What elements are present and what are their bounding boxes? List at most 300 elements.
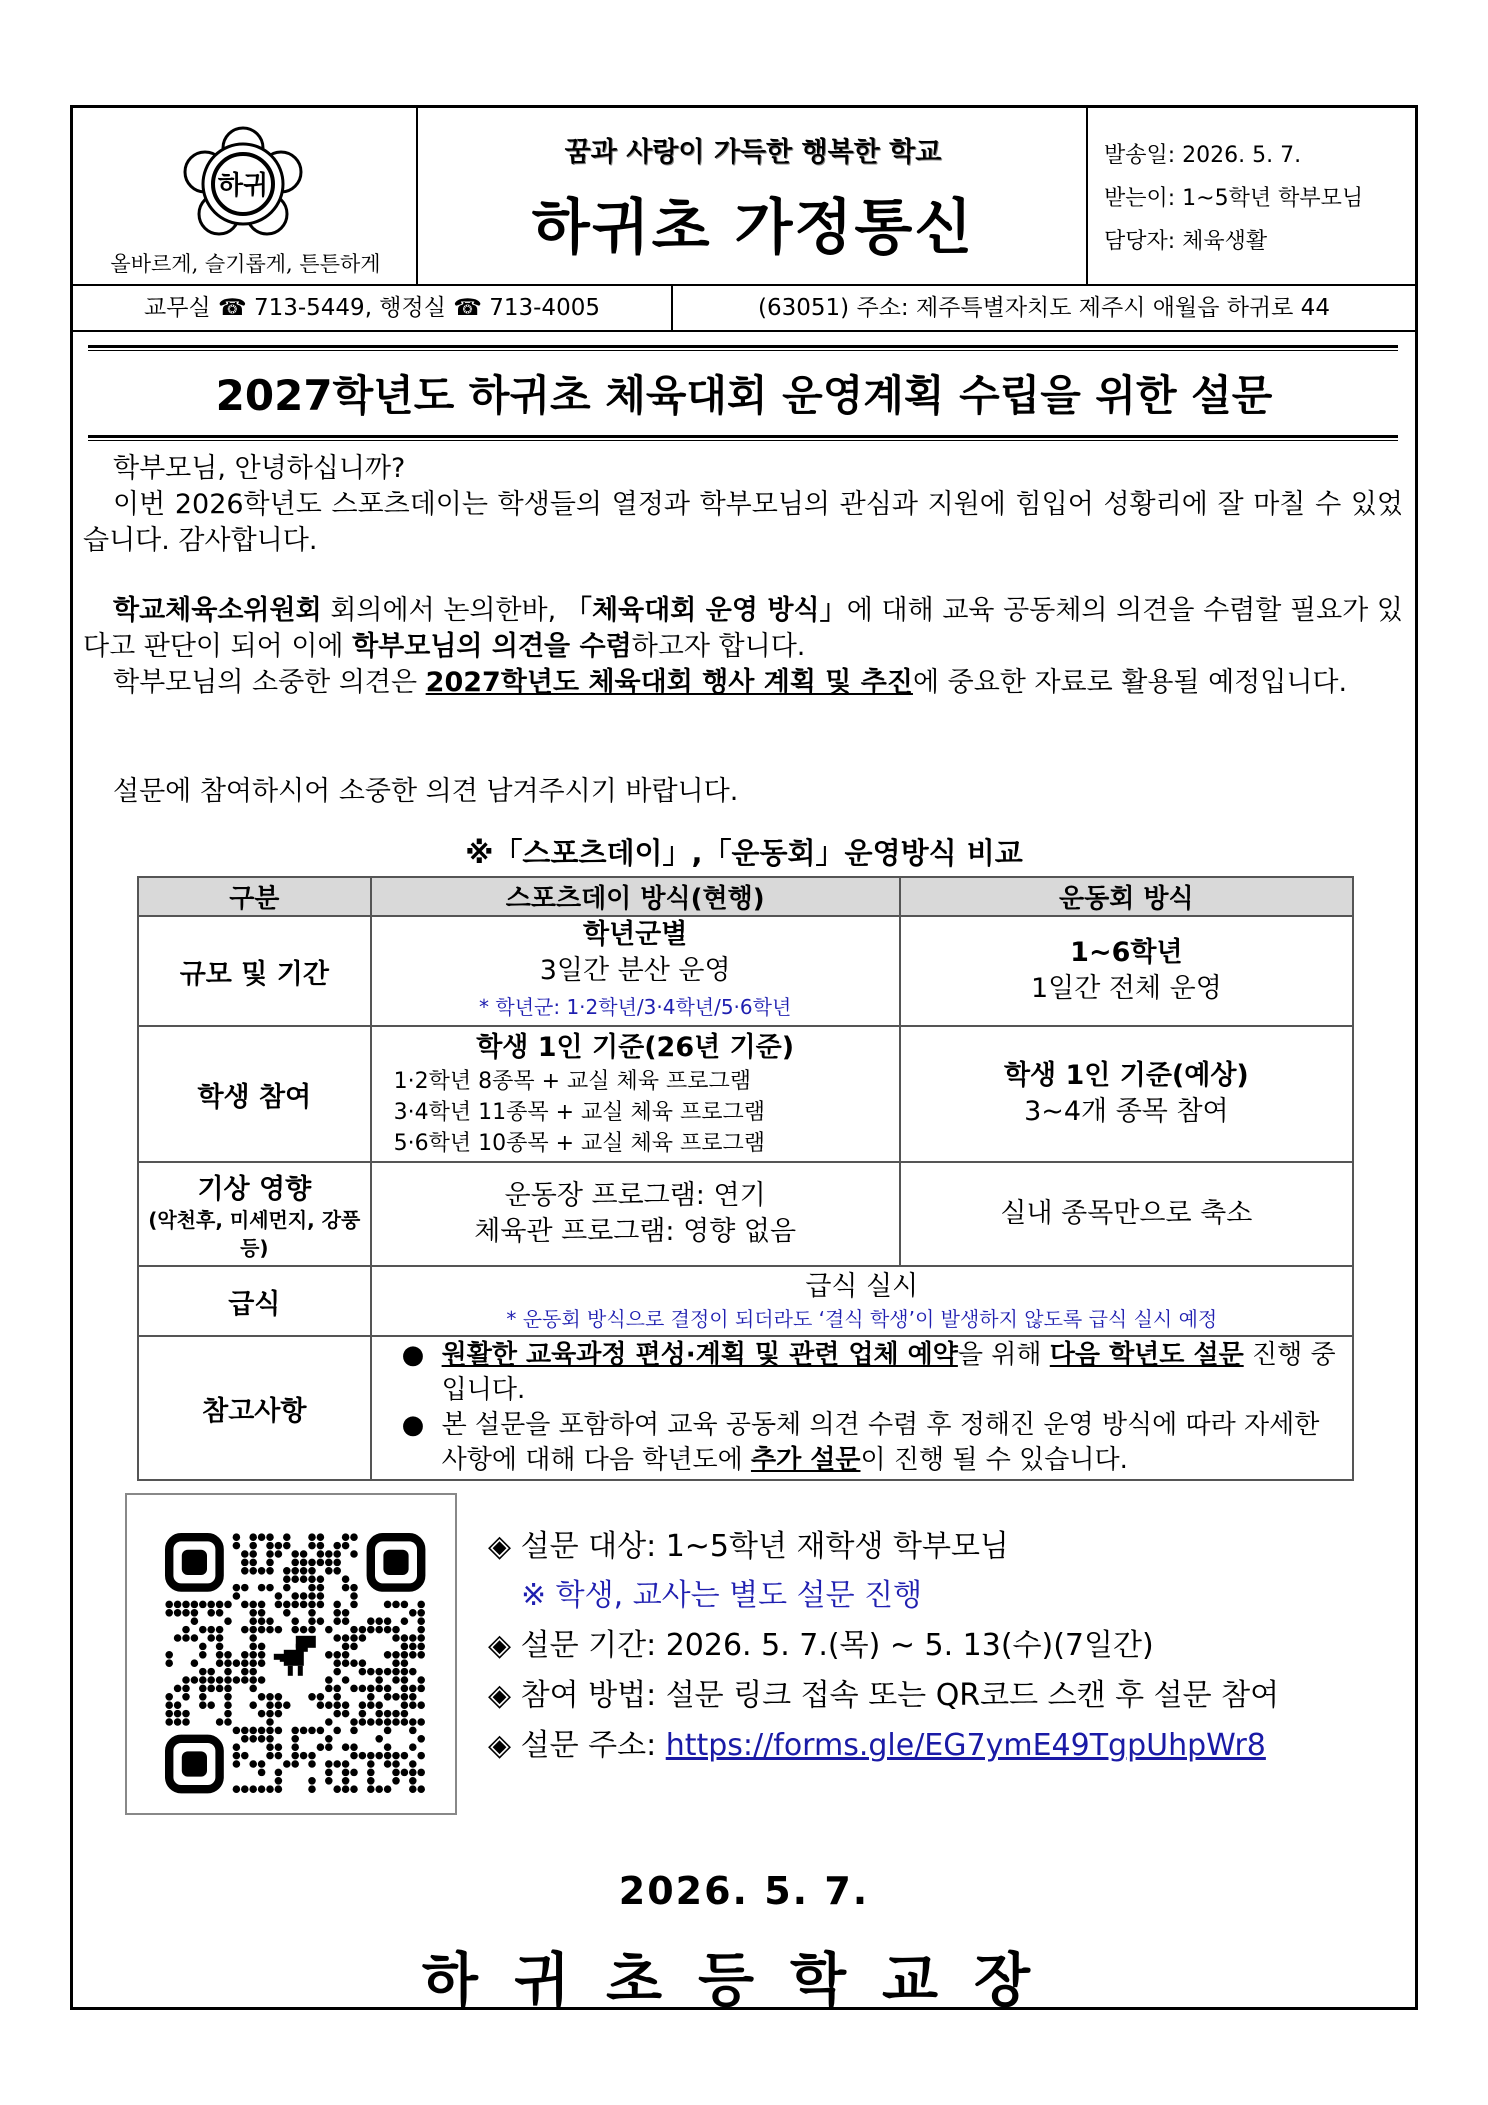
qr-module — [350, 1659, 358, 1667]
qr-module — [224, 1710, 232, 1718]
qr-module — [409, 1609, 417, 1617]
cell-text: 3일간 분산 운영 — [539, 955, 731, 986]
qr-module — [266, 1718, 274, 1726]
qr-module — [266, 1626, 274, 1634]
column-header: 운동회 방식 — [900, 877, 1353, 916]
qr-module — [384, 1626, 392, 1634]
qr-module — [342, 1769, 350, 1777]
qr-module — [224, 1668, 232, 1676]
principal-signature: 하귀초등학교장 — [421, 1946, 1067, 2014]
qr-module — [249, 1626, 257, 1634]
qr-module — [417, 1785, 425, 1793]
qr-module — [308, 1542, 316, 1550]
qr-module — [317, 1727, 325, 1735]
qr-module — [350, 1550, 358, 1558]
qr-module — [333, 1701, 341, 1709]
qr-module — [291, 1575, 299, 1583]
qr-module — [392, 1777, 400, 1785]
qr-module — [392, 1710, 400, 1718]
sportsday-cell — [371, 916, 900, 1026]
qr-module — [401, 1693, 409, 1701]
qr-module — [308, 1584, 316, 1592]
qr-module — [266, 1567, 274, 1575]
qr-module — [350, 1743, 358, 1751]
qr-module — [392, 1760, 400, 1768]
qr-module — [375, 1617, 383, 1625]
intro-text: 이번 2026학년도 스포츠데이는 학생들의 열정과 학부모님의 관심과 지원에 힘입어 성황리에 잘 마칠 수 있었습니다. 감사합니다. — [83, 489, 1403, 556]
qr-module — [342, 1609, 350, 1617]
qr-module — [325, 1626, 333, 1634]
qr-module — [191, 1601, 199, 1609]
qr-module — [350, 1601, 358, 1609]
qr-module — [165, 1693, 173, 1701]
text-fragment: 추가 설문 — [750, 1445, 861, 1475]
table-row — [138, 1336, 1353, 1480]
qr-module — [342, 1651, 350, 1659]
qr-module — [308, 1777, 316, 1785]
qr-module — [342, 1575, 350, 1583]
qr-module — [392, 1752, 400, 1760]
qr-module — [417, 1701, 425, 1709]
school-motto: 올바르게, 슬기롭게, 튼튼하게 — [110, 252, 381, 276]
qr-module — [333, 1559, 341, 1567]
qr-module — [182, 1676, 190, 1684]
qr-module — [300, 1727, 308, 1735]
qr-module — [266, 1617, 274, 1625]
qr-module — [283, 1760, 291, 1768]
qr-module — [409, 1643, 417, 1651]
qr-module — [266, 1743, 274, 1751]
qr-module — [401, 1634, 409, 1642]
qr-module — [199, 1685, 207, 1693]
qr-module — [275, 1769, 283, 1777]
qr-module — [300, 1601, 308, 1609]
qr-module — [241, 1559, 249, 1567]
qr-module — [325, 1559, 333, 1567]
qr-module — [367, 1701, 375, 1709]
qr-module — [182, 1710, 190, 1718]
qr-module — [384, 1651, 392, 1659]
qr-module — [233, 1659, 241, 1667]
qr-module — [216, 1676, 224, 1684]
cell-title: 학생 1인 기준(26년 기준) — [476, 1031, 795, 1063]
qr-module — [417, 1634, 425, 1642]
qr-module — [216, 1718, 224, 1726]
qr-module — [249, 1634, 257, 1642]
qr-module — [283, 1609, 291, 1617]
table-row — [138, 916, 1353, 1026]
qr-module — [233, 1584, 241, 1592]
row-label: 참고사항 — [138, 1336, 371, 1480]
qr-module — [392, 1668, 400, 1676]
qr-module — [342, 1760, 350, 1768]
qr-module — [367, 1668, 375, 1676]
qr-module — [375, 1735, 383, 1743]
qr-module — [199, 1701, 207, 1709]
qr-module — [308, 1785, 316, 1793]
dinosaur-part — [298, 1666, 303, 1676]
qr-module — [401, 1710, 409, 1718]
qr-module — [224, 1651, 232, 1659]
qr-module — [249, 1533, 257, 1541]
qr-module — [249, 1785, 257, 1793]
qr-code-icon[interactable] — [127, 1495, 455, 1813]
qr-module — [258, 1659, 266, 1667]
qr-module — [216, 1601, 224, 1609]
qr-module — [233, 1592, 241, 1600]
school-emblem-icon — [181, 126, 305, 236]
qr-module — [207, 1685, 215, 1693]
qr-module — [266, 1693, 274, 1701]
qr-module — [367, 1777, 375, 1785]
qr-module — [233, 1752, 241, 1760]
qr-module — [300, 1592, 308, 1600]
qr-module — [333, 1785, 341, 1793]
qr-module — [258, 1727, 266, 1735]
qr-module — [409, 1668, 417, 1676]
qr-module — [300, 1575, 308, 1583]
qr-module — [308, 1559, 316, 1567]
qr-module — [283, 1701, 291, 1709]
qr-module — [308, 1533, 316, 1541]
qr-module — [384, 1752, 392, 1760]
qr-module — [417, 1676, 425, 1684]
qr-module — [258, 1710, 266, 1718]
qr-module — [249, 1676, 257, 1684]
qr-module — [409, 1760, 417, 1768]
qr-module — [216, 1634, 224, 1642]
qr-module — [317, 1584, 325, 1592]
qr-module — [342, 1743, 350, 1751]
table-row — [138, 1266, 1353, 1336]
qr-module — [174, 1609, 182, 1617]
qr-module — [258, 1693, 266, 1701]
field-day-cell — [900, 1026, 1353, 1162]
qr-module — [174, 1701, 182, 1709]
qr-module — [359, 1718, 367, 1726]
qr-module — [275, 1701, 283, 1709]
qr-module — [258, 1617, 266, 1625]
operation-method: 「체육대회 운영 방식」 — [564, 595, 847, 626]
qr-module — [409, 1634, 417, 1642]
cell-line: 1·2학년 8종목 + 교실 체육 프로그램 — [393, 1068, 752, 1094]
qr-module — [275, 1785, 283, 1793]
qr-module — [359, 1685, 367, 1693]
qr-module — [401, 1643, 409, 1651]
qr-module — [233, 1785, 241, 1793]
qr-module — [350, 1769, 358, 1777]
qr-module — [275, 1777, 283, 1785]
qr-module — [216, 1609, 224, 1617]
qr-module — [325, 1760, 333, 1768]
qr-module — [342, 1533, 350, 1541]
sportsday-cell — [371, 1026, 900, 1162]
row-label — [138, 1162, 371, 1266]
cell-text: 3~4개 종목 참여 — [1024, 1096, 1229, 1127]
qr-module — [333, 1710, 341, 1718]
qr-module — [359, 1668, 367, 1676]
dinosaur-part — [288, 1666, 293, 1676]
qr-module — [233, 1743, 241, 1751]
document-frame — [70, 105, 1418, 2014]
qr-module — [199, 1626, 207, 1634]
qr-module — [174, 1685, 182, 1693]
qr-module — [350, 1727, 358, 1735]
text-fragment: 학부모님의 소중한 의견은 — [113, 667, 426, 698]
qr-module — [350, 1626, 358, 1634]
qr-module — [333, 1567, 341, 1575]
qr-module — [258, 1626, 266, 1634]
qr-module — [392, 1718, 400, 1726]
qr-module — [417, 1609, 425, 1617]
qr-module — [291, 1559, 299, 1567]
field-day-cell: 실내 종목만으로 축소 — [900, 1162, 1353, 1266]
qr-module — [165, 1609, 173, 1617]
qr-module — [224, 1718, 232, 1726]
qr-module — [367, 1685, 375, 1693]
qr-module — [249, 1760, 257, 1768]
qr-module — [367, 1769, 375, 1777]
qr-module — [191, 1609, 199, 1617]
qr-module — [417, 1651, 425, 1659]
qr-module — [350, 1752, 358, 1760]
qr-module — [258, 1567, 266, 1575]
qr-module — [199, 1651, 207, 1659]
qr-module — [401, 1601, 409, 1609]
qr-module — [325, 1676, 333, 1684]
qr-module — [317, 1542, 325, 1550]
manager: 담당자: 체육생활 — [1104, 229, 1268, 254]
qr-module — [333, 1727, 341, 1735]
qr-module — [241, 1659, 249, 1667]
qr-module — [199, 1668, 207, 1676]
qr-module — [283, 1542, 291, 1550]
qr-module — [317, 1592, 325, 1600]
qr-module — [182, 1718, 190, 1726]
qr-module — [165, 1651, 173, 1659]
column-header: 구분 — [138, 877, 371, 916]
qr-module — [392, 1769, 400, 1777]
qr-module — [249, 1727, 257, 1735]
qr-module — [409, 1651, 417, 1659]
text-fragment: 에 중요한 자료로 활용될 예정입니다. — [912, 667, 1348, 698]
dinosaur-part — [284, 1650, 304, 1666]
qr-module — [207, 1609, 215, 1617]
qr-module — [165, 1710, 173, 1718]
logo-cell — [73, 108, 418, 284]
qr-module — [317, 1601, 325, 1609]
document-title: 2027학년도 하귀초 체육대회 운영계획 수립을 위한 설문 — [215, 371, 1273, 420]
qr-module — [401, 1752, 409, 1760]
qr-module — [350, 1785, 358, 1793]
qr-module — [258, 1769, 266, 1777]
qr-module — [207, 1626, 215, 1634]
qr-module — [359, 1752, 367, 1760]
qr-module — [291, 1617, 299, 1625]
qr-module — [182, 1626, 190, 1634]
qr-module — [266, 1533, 274, 1541]
sportsday-cell — [371, 1162, 900, 1266]
qr-module — [401, 1617, 409, 1625]
qr-module — [258, 1584, 266, 1592]
text-fragment: 하고자 합니다. — [631, 631, 806, 662]
qr-module — [325, 1777, 333, 1785]
qr-module — [325, 1718, 333, 1726]
qr-module — [182, 1601, 190, 1609]
qr-module — [207, 1701, 215, 1709]
qr-module — [174, 1710, 182, 1718]
qr-module — [291, 1550, 299, 1558]
qr-module — [392, 1601, 400, 1609]
cell-title: 학년군별 — [583, 919, 688, 950]
qr-module — [342, 1584, 350, 1592]
table-header-row — [138, 877, 1353, 916]
qr-module — [325, 1567, 333, 1575]
qr-module — [275, 1693, 283, 1701]
qr-module — [233, 1676, 241, 1684]
qr-module — [249, 1685, 257, 1693]
newsletter-title: 하귀초 가정통신 — [531, 193, 975, 263]
qr-module — [409, 1693, 417, 1701]
qr-module — [216, 1626, 224, 1634]
qr-module — [258, 1533, 266, 1541]
qr-module — [342, 1710, 350, 1718]
cell-title: 학생 1인 기준(예상) — [1003, 1060, 1249, 1091]
qr-module — [241, 1676, 249, 1684]
qr-module — [308, 1592, 316, 1600]
qr-module — [249, 1601, 257, 1609]
qr-module — [308, 1609, 316, 1617]
qr-module — [409, 1701, 417, 1709]
qr-module — [409, 1769, 417, 1777]
qr-module — [401, 1651, 409, 1659]
intro-paragraph — [83, 451, 1403, 559]
qr-module — [266, 1559, 274, 1567]
qr-module — [333, 1659, 341, 1667]
qr-module — [216, 1651, 224, 1659]
qr-module — [191, 1676, 199, 1684]
title-rule-top — [88, 345, 1398, 351]
qr-module — [283, 1567, 291, 1575]
qr-module — [409, 1727, 417, 1735]
qr-module — [350, 1584, 358, 1592]
qr-module — [300, 1567, 308, 1575]
qr-module — [249, 1609, 257, 1617]
qr-module — [224, 1676, 232, 1684]
svg-text:하귀: 하귀 — [217, 171, 269, 201]
qr-code-box[interactable] — [125, 1493, 457, 1815]
qr-module — [384, 1693, 392, 1701]
text-fragment: 이 진행 될 수 있습니다. — [860, 1445, 1128, 1475]
survey-method: ◈ 참여 방법: 설문 링크 접속 또는 QR코드 스캔 후 설문 참여 — [488, 1678, 1280, 1713]
comparison-title: ※「스포츠데이」,「운동회」운영방식 비교 — [465, 836, 1023, 870]
qr-module — [342, 1634, 350, 1642]
qr-module — [333, 1542, 341, 1550]
qr-module — [275, 1752, 283, 1760]
qr-module — [291, 1727, 299, 1735]
qr-module — [375, 1752, 383, 1760]
qr-module — [291, 1567, 299, 1575]
qr-module — [375, 1718, 383, 1726]
qr-module — [325, 1685, 333, 1693]
dinosaur-part — [280, 1656, 286, 1662]
survey-link[interactable]: https://forms.gle/EG7ymE49TgpUhpWr8 — [665, 1728, 1266, 1763]
qr-module — [308, 1727, 316, 1735]
qr-finder-center — [182, 1550, 207, 1575]
qr-module — [291, 1743, 299, 1751]
qr-module — [258, 1601, 266, 1609]
qr-module — [182, 1634, 190, 1642]
qr-module — [249, 1701, 257, 1709]
qr-module — [233, 1542, 241, 1550]
qr-module — [233, 1727, 241, 1735]
qr-module — [342, 1777, 350, 1785]
qr-module — [401, 1685, 409, 1693]
qr-module — [308, 1617, 316, 1625]
survey-address — [488, 1720, 1266, 1764]
qr-module — [392, 1634, 400, 1642]
qr-module — [392, 1676, 400, 1684]
text-fragment: 에 대해 교육 공동체의 의견을 수렴할 필요가 있다고 판단이 되어 이에 — [83, 595, 1403, 662]
qr-module — [375, 1676, 383, 1684]
qr-module — [417, 1769, 425, 1777]
qr-module — [266, 1735, 274, 1743]
qr-module — [342, 1659, 350, 1667]
request-text: 설문에 참여하시어 소중한 의견 남겨주시기 바랍니다. — [113, 776, 739, 807]
qr-module — [350, 1718, 358, 1726]
qr-module — [249, 1735, 257, 1743]
qr-module — [359, 1701, 367, 1709]
cell-text: 운동장 프로그램: 연기 — [504, 1180, 766, 1211]
qr-module — [409, 1743, 417, 1751]
qr-module — [392, 1626, 400, 1634]
qr-module — [266, 1542, 274, 1550]
qr-module — [224, 1601, 232, 1609]
row-label-text: 기상 영향 — [197, 1173, 312, 1205]
qr-module — [275, 1727, 283, 1735]
survey-period: ◈ 설문 기간: 2026. 5. 7.(목) ~ 5. 13(수)(7일간) — [488, 1628, 1154, 1663]
row-label: 학생 참여 — [138, 1026, 371, 1162]
qr-module — [241, 1735, 249, 1743]
qr-module — [367, 1785, 375, 1793]
qr-module — [317, 1550, 325, 1558]
qr-module — [241, 1727, 249, 1735]
qr-module — [375, 1668, 383, 1676]
qr-module — [241, 1651, 249, 1659]
qr-module — [375, 1685, 383, 1693]
qr-module — [401, 1701, 409, 1709]
qr-module — [258, 1760, 266, 1768]
qr-module — [409, 1718, 417, 1726]
survey-target-note: ※ 학생, 교사는 별도 설문 진행 — [521, 1578, 923, 1613]
qr-module — [359, 1710, 367, 1718]
cell-note: * 운동회 방식으로 결정이 되더라도 ‘결식 학생’이 발생하지 않도록 급식 실시 예정 — [506, 1307, 1218, 1331]
qr-module — [275, 1601, 283, 1609]
text-fragment: 회의에서 논의한바, — [321, 595, 565, 626]
qr-module — [258, 1735, 266, 1743]
qr-module — [342, 1785, 350, 1793]
column-header: 스포츠데이 방식(현행) — [371, 877, 900, 916]
qr-module — [367, 1760, 375, 1768]
qr-module — [401, 1659, 409, 1667]
qr-module — [375, 1701, 383, 1709]
qr-module — [241, 1626, 249, 1634]
qr-module — [417, 1601, 425, 1609]
qr-module — [174, 1718, 182, 1726]
purpose-paragraph — [83, 593, 1403, 701]
qr-module — [182, 1693, 190, 1701]
qr-module — [417, 1718, 425, 1726]
